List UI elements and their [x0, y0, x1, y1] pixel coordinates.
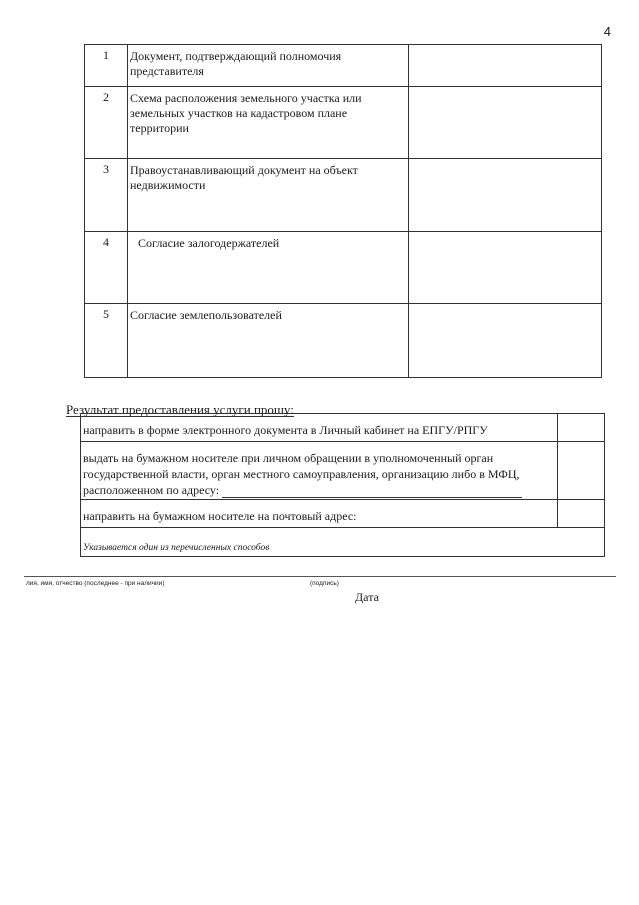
signature-label: (подпись): [310, 580, 339, 587]
row-number: 4: [85, 232, 128, 304]
table-row: [81, 442, 605, 500]
table-row: [85, 159, 602, 232]
table-row: [81, 414, 605, 442]
documents-table: [84, 44, 602, 378]
option-electronic: направить в форме электронного документа в Личный кабинет на ЕПГУ/РПГУ: [81, 414, 558, 442]
table-row: [85, 87, 602, 159]
table-row: [81, 500, 605, 528]
document-name: Согласие землепользователей: [128, 304, 409, 378]
fio-label: лия, имя, отчество (последнее - при наличии): [26, 580, 165, 587]
row-number: 2: [85, 87, 128, 159]
option-paper-personal-checkbox[interactable]: [558, 442, 605, 500]
result-title: Результат предоставления услуги прошу:: [66, 402, 294, 417]
option-postal-checkbox[interactable]: [558, 500, 605, 528]
table-row: [85, 304, 602, 378]
option-paper-personal-text: выдать на бумажном носителе при личном обращении в уполномоченный орган государственной власти, орган местного самоуправления, организацию либо в МФЦ, расположенном по адресу:: [83, 451, 520, 497]
empty-cell: [409, 45, 602, 87]
empty-cell: [409, 304, 602, 378]
document-name: Документ, подтверждающий полномочия представителя: [128, 45, 409, 87]
empty-cell: [409, 232, 602, 304]
row-number: 1: [85, 45, 128, 87]
document-name: Схема расположения земельного участка или земельных участков на кадастровом плане территории: [128, 87, 409, 159]
option-electronic-checkbox[interactable]: [558, 414, 605, 442]
row-number: 5: [85, 304, 128, 378]
date-label: Дата: [355, 590, 379, 604]
table-row: [85, 232, 602, 304]
page-number: 4: [603, 24, 611, 39]
address-line: [222, 485, 522, 498]
option-note: Указывается один из перечисленных способов: [81, 528, 605, 557]
document-name: Согласие залогодержателей: [128, 232, 409, 304]
option-paper-personal: [81, 442, 558, 500]
result-options-table: [80, 413, 605, 557]
table-row: [81, 528, 605, 557]
empty-cell: [409, 87, 602, 159]
signature-line: [24, 576, 616, 577]
option-postal: направить на бумажном носителе на почтовый адрес:: [81, 500, 558, 528]
empty-cell: [409, 159, 602, 232]
row-number: 3: [85, 159, 128, 232]
table-row: [85, 45, 602, 87]
document-name: Правоустанавливающий документ на объект недвижимости: [128, 159, 409, 232]
